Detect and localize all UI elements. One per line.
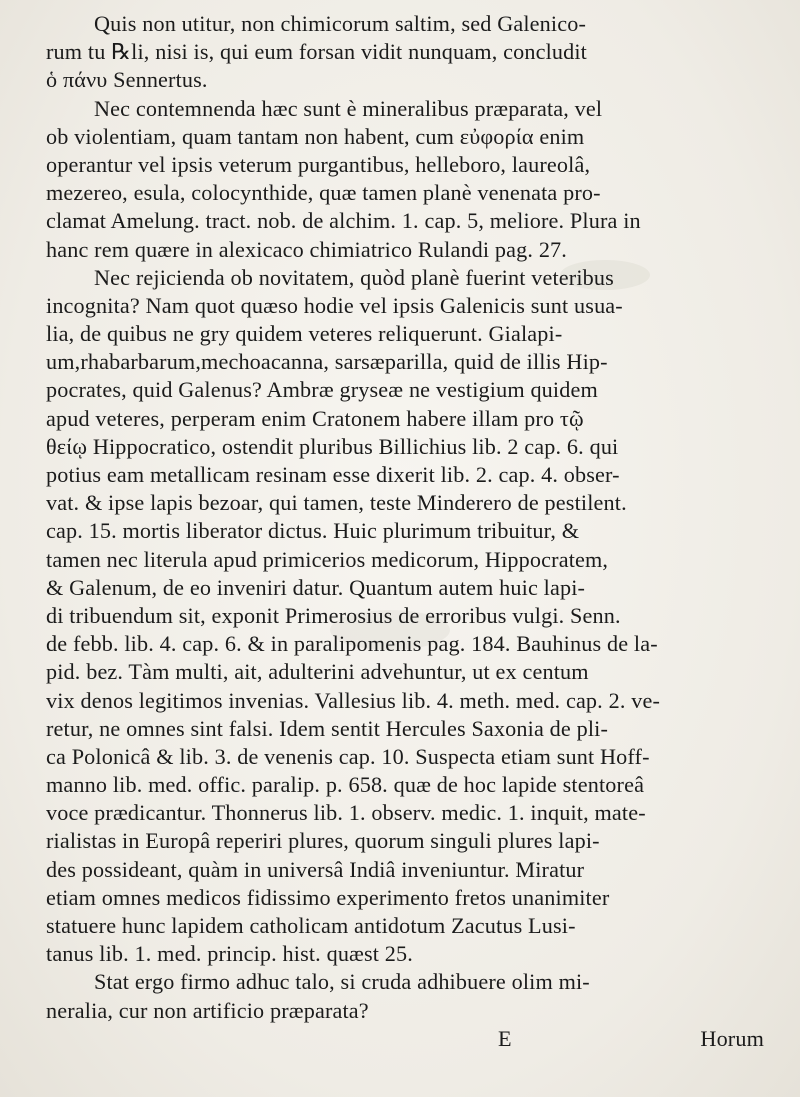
text-line: lia, de quibus ne gry quidem veteres reliquerunt. Gialapi-	[46, 321, 563, 347]
text-line: hanc rem quære in alexicaco chimiatrico Rulandi pag. 27.	[46, 236, 567, 262]
text-line: Nec contemnenda hæc sunt è mineralibus præparata, vel	[94, 95, 603, 121]
text-line: pid. bez. Tàm multi, ait, adulterini advehuntur, ut ex centum	[46, 659, 589, 685]
text-line: manno lib. med. offic. paralip. p. 658. quæ de hoc lapide stentoreâ	[46, 772, 645, 798]
text-line: vix denos legitimos invenias. Vallesius lib. 4. meth. med. cap. 2. ve-	[46, 687, 660, 713]
text-line: rum tu ℞li, nisi is, qui eum forsan vidit nunquam, concludit	[46, 39, 588, 65]
text-line: Nec rejicienda ob novitatem, quòd planè fuerint veteribus	[94, 264, 614, 290]
text-line: des possideant, quàm in universâ Indiâ inveniuntur. Miratur	[46, 856, 585, 882]
text-line: etiam omnes medicos fidissimo experimento fretos unanimiter	[46, 884, 610, 910]
text-line: Quis non utitur, non chimicorum saltim, sed Galenico-	[94, 11, 587, 36]
text-line: de febb. lib. 4. cap. 6. & in paralipomenis pag. 184. Bauhinus de la-	[46, 631, 658, 657]
text-line: ob violentiam, quam tantam non habent, cum εὐφορία enim	[46, 123, 585, 149]
text-line: voce prædicantur. Thonnerus lib. 1. observ. medic. 1. inquit, mate-	[46, 800, 646, 826]
text-line: incognita? Nam quot quæso hodie vel ipsis Galenicis sunt usua-	[46, 292, 623, 318]
text-line: statuere hunc lapidem catholicam antidotum Zacutus Lusi-	[46, 913, 576, 938]
page-text	[46, 10, 778, 1053]
catchword: Horum	[700, 1025, 764, 1051]
text-line: mezereo, esula, colocynthide, quæ tamen planè venenata pro-	[46, 180, 601, 206]
text-line: apud veteres, perperam enim Cratonem habere illam pro τῷ	[46, 405, 584, 431]
text-line: cap. 15. mortis liberator dictus. Huic plurimum tribuitur, &	[46, 518, 580, 544]
text-line: ὁ πάνυ Sennertus.	[46, 67, 208, 93]
signature-mark: E	[498, 1025, 512, 1051]
text-line: rialistas in Europâ reperiri plures, quorum singuli plures lapi-	[46, 828, 600, 854]
footer-line	[46, 1025, 778, 1053]
text-line: θείῳ Hippocratico, ostendit pluribus Billichius lib. 2 cap. 6. qui	[46, 433, 619, 459]
text-line: & Galenum, de eo inveniri datur. Quantum autem huic lapi-	[46, 574, 586, 600]
text-line: potius eam metallicam resinam esse dixerit lib. 2. cap. 4. obser-	[46, 462, 620, 487]
text-line: tanus lib. 1. med. princip. hist. quæst 25.	[46, 941, 413, 967]
text-line: um,rhabarbarum,mechoacanna, sarsæparilla, quid de illis Hip-	[46, 349, 608, 375]
text-line: vat. & ipse lapis bezoar, qui tamen, teste Minderero de pestilent.	[46, 490, 627, 516]
text-line: di tribuendum sit, exponit Primerosius de erroribus vulgi. Senn.	[46, 602, 621, 628]
text-line: operantur vel ipsis veterum purgantibus, helleboro, laureolâ,	[46, 151, 591, 177]
text-line: neralia, cur non artificio præparata?	[46, 997, 369, 1023]
text-line: clamat Amelung. tract. nob. de alchim. 1. cap. 5, meliore. Plura in	[46, 208, 641, 234]
text-line: tamen nec literula apud primicerios medicorum, Hippocratem,	[46, 546, 609, 572]
text-line: retur, ne omnes sint falsi. Idem sentit Hercules Saxonia de pli-	[46, 715, 609, 741]
text-line: Stat ergo firmo adhuc talo, si cruda adhibuere olim mi-	[94, 969, 590, 995]
text-line: ca Polonicâ & lib. 3. de venenis cap. 10. Suspecta etiam sunt Hoff-	[46, 743, 650, 769]
text-line: pocrates, quid Galenus? Ambræ gryseæ ne vestigium quidem	[46, 377, 598, 403]
